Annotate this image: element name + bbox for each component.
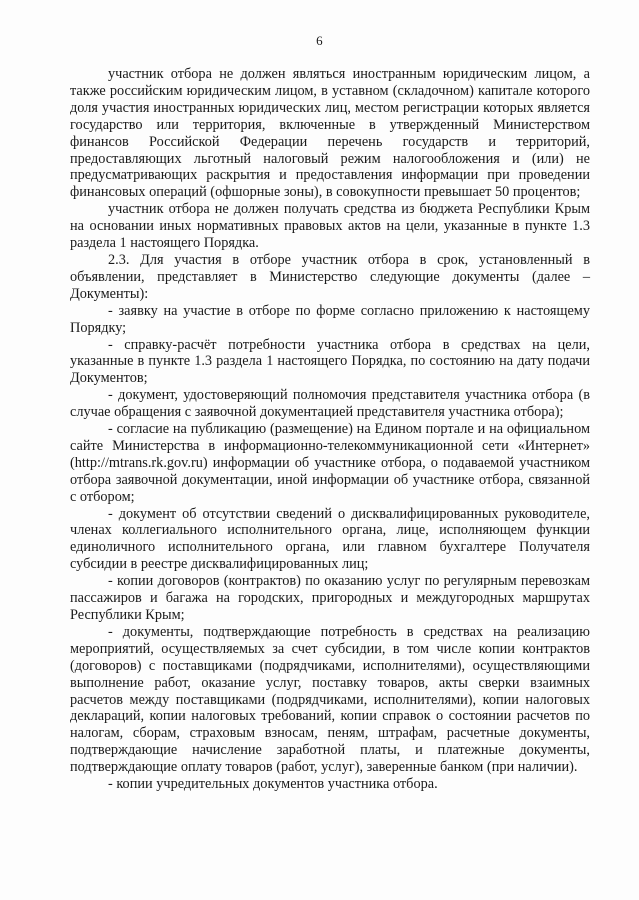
list-item-transport-contracts: - копии договоров (контрактов) по оказанию услуг по регулярным перевозкам пассажиров и багажа на городских, пригородных и междугородных маршрутах Республики Крым;: [70, 573, 590, 623]
list-item-supporting-documents: - документы, подтверждающие потребность в средствах на реализацию мероприятий, осуществляемых за счет субсидии, в том числе копии контрактов (договоров) с поставщиками (подрядчиками, исполнителями), осуществляющими выполнение работ, оказание услуг, поставку товаров, акты сверки взаимных расчетов между поставщиками (подрядчиками, исполнителями), копии налоговых деклараций, копии налоговых требований, копии справок о состоянии расчетов по налогам, сборам, страховым взносам, пеням, штрафам, расчетные документы, подтверждающие начисление заработной платы, и платежные документы, подтверждающие оплату товаров (работ, услуг), заверенные банком (при наличии).: [70, 623, 590, 776]
document-body: [70, 66, 590, 793]
list-item-needs-calculation: - справку-расчёт потребности участника отбора в средствах на цели, указанные в пункте 1.3 раздела 1 настоящего Порядка, по состоянию на дату подачи Документов;: [70, 336, 590, 387]
paragraph-no-budget-funds-requirement: участник отбора не должен получать средства из бюджета Республики Крым на основании иных нормативных правовых актов на цели, указанные в пункте 1.3 раздела 1 настоящего Порядка.: [70, 201, 590, 252]
paragraph-foreign-entity-requirement: участник отбора не должен являться иностранным юридическим лицом, а также российским юридическим лицом, в уставном (складочном) капитале которого доля участия иностранных юридических лиц, местом регистрации которых является государство или территория, включенные в утвержденный Министерством финансов Российской Федерации перечень государств и территорий, предоставляющих льготный налоговый режим налогообложения и (или) не предусматривающих раскрытия и предоставления информации при проведении финансовых операций (офшорные зоны), в совокупности превышает 50 процентов;: [70, 66, 590, 201]
paragraph-section-2-3: 2.3. Для участия в отборе участник отбора в срок, установленный в объявлении, представляет в Министерство следующие документы (далее – Документы):: [70, 251, 590, 302]
page-number: 6: [316, 33, 323, 48]
list-item-application: - заявку на участие в отборе по форме согласно приложению к настоящему Порядку;: [70, 302, 590, 336]
list-item-representative-authority: - документ, удостоверяющий полномочия представителя участника отбора (в случае обращения с заявочной документацией представителя участника отбора);: [70, 387, 590, 421]
list-item-founding-documents: - копии учредительных документов участника отбора.: [108, 776, 438, 793]
list-item-disqualification-document: - документ об отсутствии сведений о дисквалифицированных руководителе, членах коллегиального исполнительного органа, лице, исполняющем функции единоличного исполнительного органа, или главном бухгалтере Получателя субсидии в реестре дисквалифицированных лиц;: [70, 505, 590, 573]
list-item-publication-consent: - согласие на публикацию (размещение) на Едином портале и на официальном сайте Министерства в информационно-телекоммуникационной сети «Интернет» (http://mtrans.rk.gov.ru) информации об участнике отбора, о подаваемой участником отбора заявочной документации, иной информации об участнике отбора, связанной с отбором;: [70, 421, 590, 505]
